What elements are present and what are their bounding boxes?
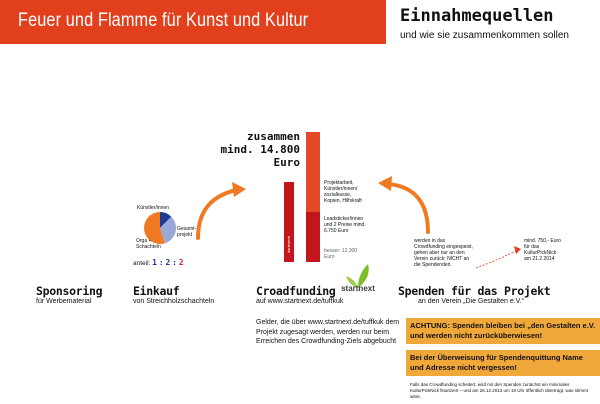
inner-strip-label: dankwerk	[286, 236, 291, 254]
footnote: Falls das Crowdfunding scheitert, wird mit den Spenden zunächst ein minimales KulturPickNick finanziert – und am 26.12.2013 um 19 Uhr öffentlich übertragt, was stimmt wäre.	[410, 382, 589, 399]
arrow-spenden	[388, 184, 428, 232]
section-einkauf-title: Einkauf	[133, 284, 180, 298]
page-subtitle: und wie sie zusammenkommen sollen	[400, 30, 569, 41]
page-title: Einnahmequellen	[400, 6, 554, 26]
bar-extra-note: besser: 12.300 Euro	[324, 248, 358, 260]
section-sponsoring-sub: für Werbematerial	[36, 298, 92, 305]
share-sep-2: :	[172, 258, 177, 267]
section-spenden-sub: an den Verein „Die Gestalten e.V.“	[418, 298, 524, 305]
arrow-spenden-dashed	[476, 250, 518, 268]
share-label: anteil:	[133, 260, 151, 267]
total-line2: mind. 14.800 Euro	[220, 143, 300, 169]
section-crowdfunding-title: Croadfunding	[256, 284, 336, 298]
spenden-note-left: werden in das Crowdfunding eingespeist, gehen aber nur an den Verein zurück; NICHT an die Spendenden.	[414, 238, 473, 268]
section-sponsoring-title: Sponsoring	[36, 284, 103, 298]
notice-achtung: ACHTUNG: Spenden bleiben bei „den Gestalten e.V. und werden nicht zurücküberwiesen!	[406, 318, 600, 344]
startnext-logo	[336, 258, 380, 296]
section-spenden-title: Spenden für das Projekt	[398, 284, 551, 298]
pie-label-kuenstler: Künstler/innen	[137, 205, 169, 211]
share-value-1: 1	[152, 258, 157, 267]
bar-label-project: Projektarbeit, Künstler/innen/ sozialkasse, Kopien, Hilfskraft	[324, 180, 362, 204]
startnext-wordmark: startnext	[341, 284, 375, 293]
arrow-spenden-dashed-head	[514, 246, 521, 254]
banner-title: Feuer und Flamme für Kunst und Kultur	[18, 10, 309, 31]
total-line1: zusammen	[247, 130, 300, 143]
share-ratio	[133, 258, 184, 267]
section-einkauf-sub: von Streichholzschachteln	[133, 298, 215, 305]
arrow-einkauf	[198, 190, 236, 238]
crowdfunding-description: Gelder, die über www.startnext.de/tuffkuk dem Projekt zugesagt werden, werden nur beim Erreichen des Crowdfunding-Ziels abgebucht	[256, 319, 400, 345]
pie-label-gesamt: Gesamt-projekt	[177, 226, 197, 238]
share-value-3: 2	[178, 258, 184, 267]
arrow-spenden-head	[378, 176, 392, 191]
share-value-2: 2	[165, 258, 171, 267]
bar-label-leads: Leadsticker/innen und 2 Preise mind. 6.750 Euro	[324, 216, 366, 234]
share-sep-1: :	[158, 258, 164, 267]
notice-quittung: Bei der Überweisung für Spendenquittung Name und Adresse nicht vergessen!	[406, 350, 600, 376]
pie-label-orga: Orga + Schachteln	[136, 238, 161, 250]
section-crowdfunding-sub: auf www.startnext.de/tuffkuk	[256, 298, 344, 305]
spenden-note-right: mind. 750,- Euro für das KulturPickNick am 21.2.2014	[524, 238, 561, 262]
arrow-einkauf-head	[232, 182, 246, 197]
